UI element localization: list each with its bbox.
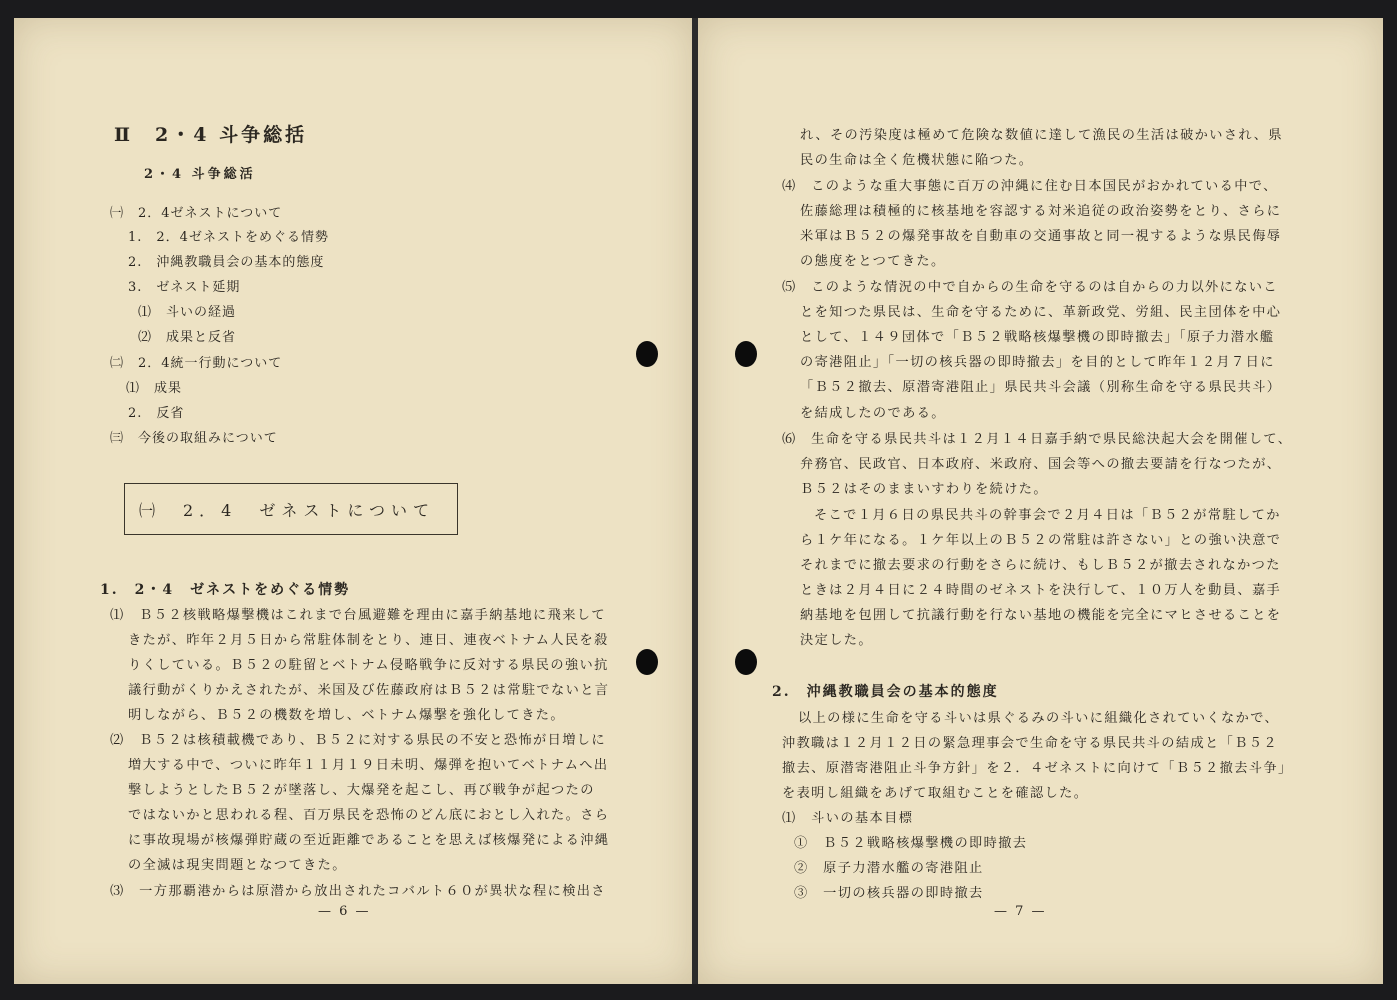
body-line: ら１ケ年になる。１ケ年以上のＢ５２の常駐は許さない」との強い決意で [800,533,1282,548]
toc-item: 2. 沖縄教職員会の基本的態度 [128,255,325,270]
binder-hole [735,649,757,675]
binder-hole [636,341,658,367]
body-line: を表明し組織をあげて取組むことを確認した。 [782,786,1089,801]
toc-item: ⑵ 成果と反省 [138,330,237,345]
body-line: に事故現場が核爆弾貯蔵の至近距離であることを思えば核爆発による沖縄 [128,833,610,848]
body-line: ⑷ このような重大事態に百万の沖縄に住む日本国民がおかれている中で、 [782,179,1278,194]
body-line: として、１４９団体で「Ｂ５２戦略核爆撃機の即時撤去」「原子力潜水艦 [800,330,1275,345]
chapter-subtitle: 2・4 斗争総活 [144,167,256,182]
body-line: 議行動がくりかえされたが、米国及び佐藤政府はＢ５２は常駐でないと言 [128,683,610,698]
toc-item: 2. 反省 [128,406,185,421]
body-line: 撃しようとしたＢ５２が墜落し、大爆発を起こし、再び戦争が起つたの [128,783,595,798]
left-page [14,18,692,984]
body-line: れ、その汚染度は極めて危険な数値に達して漁民の生活は破かいされ、県 [800,128,1283,143]
chapter-title: Ⅱ 2・4 斗争総括 [114,124,308,146]
body-line: 佐藤総理は積極的に核基地を容認する対米追従の政治姿勢をとり、さらに [800,204,1282,219]
toc-item: ㈢ 今後の取組みについて [110,431,278,446]
body-line: 以上の様に生命を守る斗いは県ぐるみの斗いに組織化されていくなかで、 [798,711,1280,726]
page-number: — 6 — [318,904,371,919]
toc-item: ㈠ 2．4ゼネストについて [110,206,283,221]
body-line: の態度をとつてきた。 [800,254,946,269]
body-line: ではないかと思われる程、百万県民を恐怖のどん底におとし入れた。さら [128,808,610,823]
toc-item: 1. 2．4ゼネストをめぐる情勢 [128,230,329,245]
body-line: 撤去、原潜寄港阻止斗争方針」を２．４ゼネストに向けて「Ｂ５２撤去斗争」 [782,761,1293,776]
body-line: ⑴ Ｂ５２核戦略爆撃機はこれまで台風避難を理由に嘉手納基地に飛来して [110,608,606,623]
body-line: ② 原子力潜水艦の寄港阻止 [794,861,984,876]
toc-item: ㈡ 2．4統一行動について [110,356,283,371]
body-line: 民の生命は全く危機状態に陥つた。 [800,153,1034,168]
body-line: 納基地を包囲して抗議行動を行ない基地の機能を完全にマヒさせることを [800,608,1282,623]
body-line: ⑸ このような情況の中で自からの生命を守るのは自からの力以外にないこ [782,280,1278,295]
right-page [698,18,1383,984]
toc-item: ⑴ 成果 [126,381,183,396]
body-line: 沖教職は１２月１２日の緊急理事会で生命を守る県民共斗の結成と「Ｂ５２ [782,736,1278,751]
body-line: を結成したのである。 [800,406,946,421]
body-line: 弁務官、民政官、日本政府、米政府、国会等への撤去要請を行なつたが、 [800,457,1282,472]
body-line: ⑴ 斗いの基本目標 [782,811,914,826]
body-line: 米軍はＢ５２の爆発事故を自動車の交通事故と同一視するような県民侮辱 [800,229,1282,244]
binder-hole [735,341,757,367]
body-line: の寄港阻止」「一切の核兵器の即時撤去」を目的として昨年１２月７日に [800,355,1275,370]
body-line: ⑶ 一方那覇港からは原潜から放出されたコバルト６０が異状な程に検出さ [110,884,606,899]
body-line: の全滅は現実問題となつてきた。 [128,858,347,873]
body-line: とを知つた県民は、生命を守るために、革新政党、労組、民主団体を中心 [800,305,1282,320]
body-line: Ｂ５２はそのままいすわりを続けた。 [800,482,1048,497]
boxed-heading: ㈠ 2．4 ゼネストについて [124,483,458,535]
body-line: りくしている。Ｂ５２の駐留とベトナム侵略戦争に反対する県民の強い抗 [128,658,609,673]
binder-hole [636,649,658,675]
section-heading: 1. 2・4 ゼネストをめぐる情勢 [100,582,351,598]
body-line: ⑹ 生命を守る県民共斗は１２月１４日嘉手納で県民総決起大会を開催して、 [782,432,1293,447]
section-heading: 2. 沖縄教職員会の基本的態度 [772,684,999,700]
body-line: 「Ｂ５２撤去、原潜寄港阻止」県民共斗会議（別称生命を守る県民共斗） [800,380,1282,395]
page-number: — 7 — [994,904,1047,919]
body-line: 決定した。 [800,633,873,648]
toc-item: 3. ゼネスト延期 [128,280,241,295]
toc-item: ⑴ 斗いの経過 [138,305,237,320]
body-line: 増大する中で、ついに昨年１１月１９日未明、爆弾を抱いてベトナムへ出 [128,758,609,773]
body-line: それまでに撤去要求の行動をさらに続け、もしＢ５２が撤去されなかつた [800,558,1281,573]
body-line: そこで１月６日の県民共斗の幹事会で２月４日は「Ｂ５２が常駐してか [814,508,1281,523]
body-line: 明しながら、Ｂ５２の機数を増し、ベトナム爆撃を強化してきた。 [128,708,565,723]
body-line: ① Ｂ５２戦略核爆撃機の即時撤去 [794,836,1028,851]
body-line: ⑵ Ｂ５２は核積載機であり、Ｂ５２に対する県民の不安と恐怖が日増しに [110,733,606,748]
body-line: ときは２月４日に２４時間のゼネストを決行して、１０万人を動員、嘉手 [800,583,1282,598]
body-line: ③ 一切の核兵器の即時撤去 [794,886,984,901]
body-line: きたが、昨年２月５日から常駐体制をとり、連日、連夜ベトナム人民を殺 [128,633,609,648]
